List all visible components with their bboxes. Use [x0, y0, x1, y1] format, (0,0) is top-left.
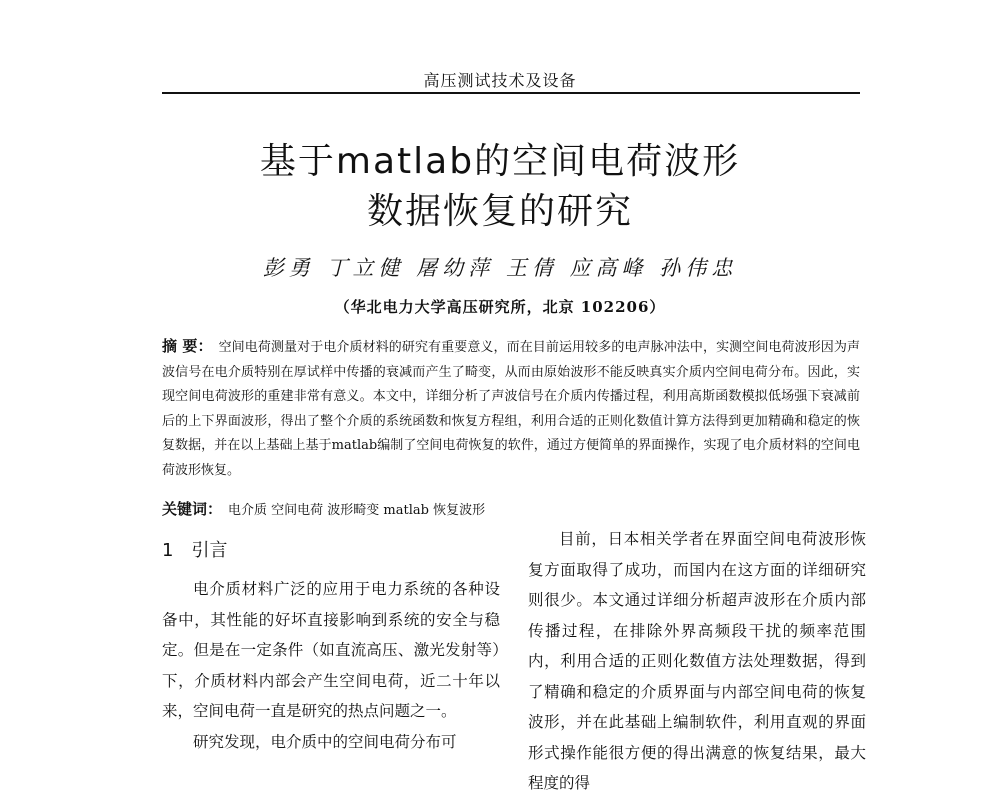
paper-title-line-1: 基于matlab的空间电荷波形	[259, 141, 741, 182]
right-paragraph-1: 目前，日本相关学者在界面空间电荷波形恢复方面取得了成功，而国内在这方面的详细研究则很少。本文通过详细分析超声波形在介质内部传播过程，在排除外界高频段干扰的频率范围内，利用合适的正则化数值方法处理数据，得到了精确和稳定的介质界面与内部空间电荷的恢复波形，并在此基础上编制软件，利用直观的界面形式操作能很方便的得出满意的恢复结果，最大程度的得	[528, 530, 866, 792]
keywords-label: 关键词：	[162, 500, 223, 518]
intro-paragraph-2: 研究发现，电介质中的空间电荷分布可	[193, 732, 457, 751]
abstract-label: 摘 要：	[162, 337, 213, 355]
intro-paragraph-1: 电介质材料广泛的应用于电力系统的各种设备中，其性能的好坏直接影响到系统的安全与稳定。但是在一定条件（如直流高压、激光发射等）下，介质材料内部会产生空间电荷，近二十年以来，空间电荷一直是研究的热点问题之一。	[162, 580, 500, 720]
affiliation: （华北电力大学高压研究所，北京 102206）	[334, 298, 666, 316]
keywords	[162, 498, 860, 519]
keywords-text: 电介质 空间电荷 波形畸变 matlab 恢复波形	[228, 503, 486, 518]
abstract-text: 空间电荷测量对于电介质材料的研究有重要意义，而在目前运用较多的电声脉冲法中，实测空间电荷波形因为声波信号在电介质特别在厚试样中传播的衰减而产生了畸变，从而由原始波形不能反映真实介质内空间电荷分布。因此，实现空间电荷波形的重建非常有意义。本文中，详细分析了声波信号在介质内传播过程，利用高斯函数模拟低场强下衰减前后的上下界面波形，得出了整个介质的系统函数和恢复方程组，利用合适的正则化数值计算方法得到更加精确和稳定的恢复数据，并在以上基础上基于matlab编制了空间电荷恢复的软件，通过方便简单的界面操作，实现了电介质材料的空间电荷波形恢复。	[162, 340, 860, 478]
author-list: 彭勇 丁立健 屠幼萍 王倩 应高峰 孙伟忠	[262, 256, 738, 280]
paper-title-line-2: 数据恢复的研究	[366, 191, 633, 232]
left-column	[162, 534, 500, 757]
journal-header: 高压测试技术及设备	[423, 71, 577, 90]
abstract	[162, 334, 860, 483]
right-column	[528, 524, 866, 799]
header-rule	[162, 92, 860, 94]
section-title: 引言	[191, 540, 228, 561]
section-heading	[162, 534, 500, 568]
section-number: 1	[162, 540, 174, 561]
